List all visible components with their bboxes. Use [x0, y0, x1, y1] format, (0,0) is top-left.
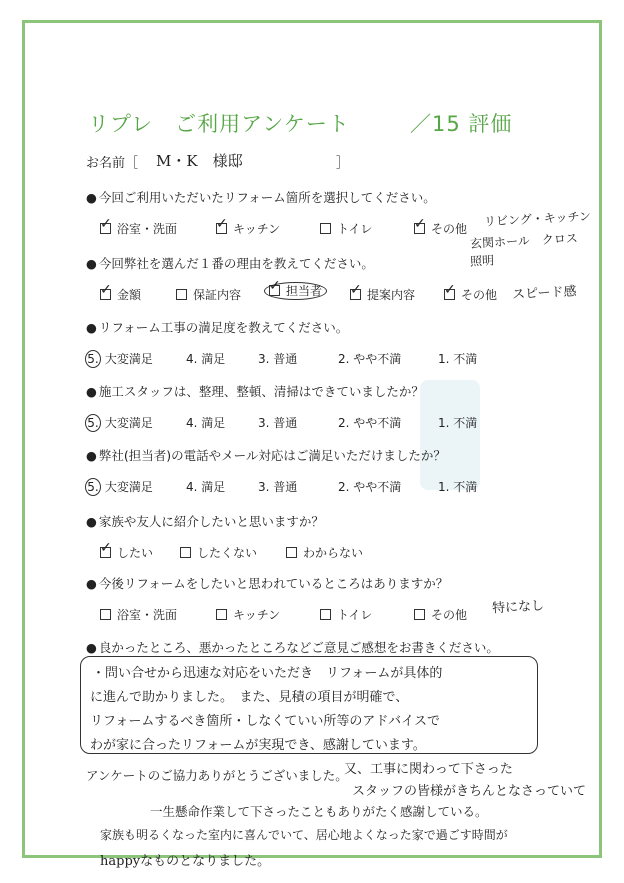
q7-note: 特になし [491, 598, 545, 617]
q7-option-toilet[interactable]: トイレ [320, 606, 372, 623]
checkbox[interactable] [414, 223, 425, 234]
q7-option-kitchen[interactable]: キッチン [216, 606, 280, 623]
q6-option-no[interactable]: したくない [180, 544, 257, 561]
q4-scale-4[interactable]: 4. 満足 [186, 416, 226, 430]
question-3: ● リフォーム工事の満足度を教えてください。 [86, 318, 348, 336]
selected-number: 5. [85, 414, 101, 432]
checkbox[interactable] [180, 547, 191, 558]
q2-option-price[interactable]: ✓金額 [100, 286, 141, 303]
selected-number: 5. [85, 350, 101, 368]
extra-line-5: happyなものとなりました。 [100, 854, 271, 869]
checkbox[interactable] [216, 223, 227, 234]
q1-note-1: リビング・キッチン [483, 209, 592, 229]
checkbox[interactable] [176, 289, 187, 300]
checkbox[interactable] [320, 223, 331, 234]
checkbox[interactable] [100, 547, 111, 558]
checkbox[interactable] [320, 609, 331, 620]
q1-option-kitchen[interactable]: ✓ キッチン [216, 220, 280, 237]
faint-watermark [420, 380, 480, 490]
name-label: お名前［ [86, 156, 139, 171]
checkbox[interactable] [100, 609, 111, 620]
checkbox[interactable] [350, 289, 361, 300]
q4-scale-1[interactable]: 1. 不満 [438, 416, 478, 430]
comment-line-2: に進んで助かりました。 また、見積の項目が明確で、 [90, 690, 409, 705]
q3-scale-4[interactable]: 4. 満足 [186, 352, 226, 366]
checkbox[interactable] [100, 289, 111, 300]
checkbox[interactable] [444, 289, 455, 300]
q5-scale-4[interactable]: 4. 満足 [186, 480, 226, 494]
score-label: ／15 評価 [410, 112, 513, 136]
q3-scale-3[interactable]: 3. 普通 [258, 352, 298, 366]
question-5: ● 弊社(担当者)の電話やメール対応はご満足いただけましたか？ [86, 446, 446, 464]
name-field [86, 152, 350, 171]
extra-line-1: 又、工事に関わって下さった [344, 762, 513, 777]
checkbox[interactable] [216, 609, 227, 620]
question-8: ● 良かったところ、悪かったところなどご意見ご感想をお書きください。 [86, 638, 499, 656]
q3-scale-1[interactable]: 1. 不満 [438, 352, 478, 366]
extra-line-4: 家族も明るくなった室内に喜んでいて、居心地よくなった家で過ごす時間が [100, 828, 508, 842]
q2-note: スピード感 [511, 284, 577, 303]
q1-option-other[interactable]: ✓ その他 [414, 220, 467, 237]
q4-scale-3[interactable]: 3. 普通 [258, 416, 298, 430]
checkbox[interactable] [414, 609, 425, 620]
q6-option-yes[interactable]: ✓したい [100, 544, 153, 561]
q2-option-warranty[interactable]: 保証内容 [176, 286, 241, 303]
q1-option-bath[interactable]: ✓浴室・洗面 [100, 220, 177, 237]
thanks-text: アンケートのご協力ありがとうございました。 [86, 768, 348, 783]
extra-line-2: スタッフの皆様がきちんとなさっていて [352, 784, 587, 799]
comment-line-4: わが家に合ったリフォームが実現でき、感謝しています。 [90, 738, 426, 753]
q4-scale-5[interactable]: 5. 大変満足 [88, 414, 153, 432]
comment-line-3: リフォームするべき箇所・しなくていい所等のアドバイスで [90, 714, 440, 729]
q1-option-toilet[interactable]: トイレ [320, 220, 372, 237]
q2-option-proposal[interactable]: ✓ 提案内容 [350, 286, 415, 303]
circled-answer: ✓ 担当者 [264, 282, 327, 300]
checkbox[interactable] [100, 223, 111, 234]
q5-scale-3[interactable]: 3. 普通 [258, 480, 298, 494]
survey-title [88, 108, 513, 138]
title-text: リプレ ご利用アンケート [88, 112, 350, 136]
extra-line-3: 一生懸命作業して下さったこともありがたく感謝している。 [150, 804, 488, 819]
question-6: ● 家族や友人に紹介したいと思いますか？ [86, 512, 324, 530]
name-value: M・K 様邸 [156, 152, 243, 170]
q1-note-3: 照明 [469, 253, 495, 269]
q3-scale-2[interactable]: 2. やや不満 [338, 352, 402, 366]
q2-option-staff[interactable] [264, 282, 327, 299]
question-7: ● 今後リフォームをしたいと思われているところはありますか？ [86, 574, 448, 592]
q7-option-other[interactable]: その他 [414, 606, 467, 623]
selected-number: 5. [85, 478, 101, 496]
checkbox[interactable] [286, 547, 297, 558]
question-4: ● 施工スタッフは、整理、整頓、清掃はできていましたか？ [86, 382, 424, 400]
comment-line-1: ・問い合せから迅速な対応をいただき リフォームが具体的 [92, 666, 443, 681]
q5-scale-5[interactable]: 5. 大変満足 [88, 478, 153, 496]
q5-scale-2[interactable]: 2. やや不満 [338, 480, 402, 494]
question-2: ● 今回弊社を選んだ１番の理由を教えてください。 [86, 254, 374, 272]
q4-scale-2[interactable]: 2. やや不満 [338, 416, 402, 430]
question-1: ● 今回ご利用いただいたリフォーム箇所を選択してください。 [86, 188, 436, 206]
name-close-bracket: ］ [336, 156, 350, 171]
q7-option-bath[interactable]: 浴室・洗面 [100, 606, 177, 623]
q2-option-other[interactable]: ✓ その他 [444, 286, 497, 303]
q3-scale-5[interactable]: 5. 大変満足 [88, 350, 153, 368]
checkbox[interactable] [269, 285, 280, 296]
q5-scale-1[interactable]: 1. 不満 [438, 480, 478, 494]
q1-note-2: 玄関ホール クロス [469, 231, 579, 251]
q6-option-unsure[interactable]: わからない [286, 544, 363, 561]
